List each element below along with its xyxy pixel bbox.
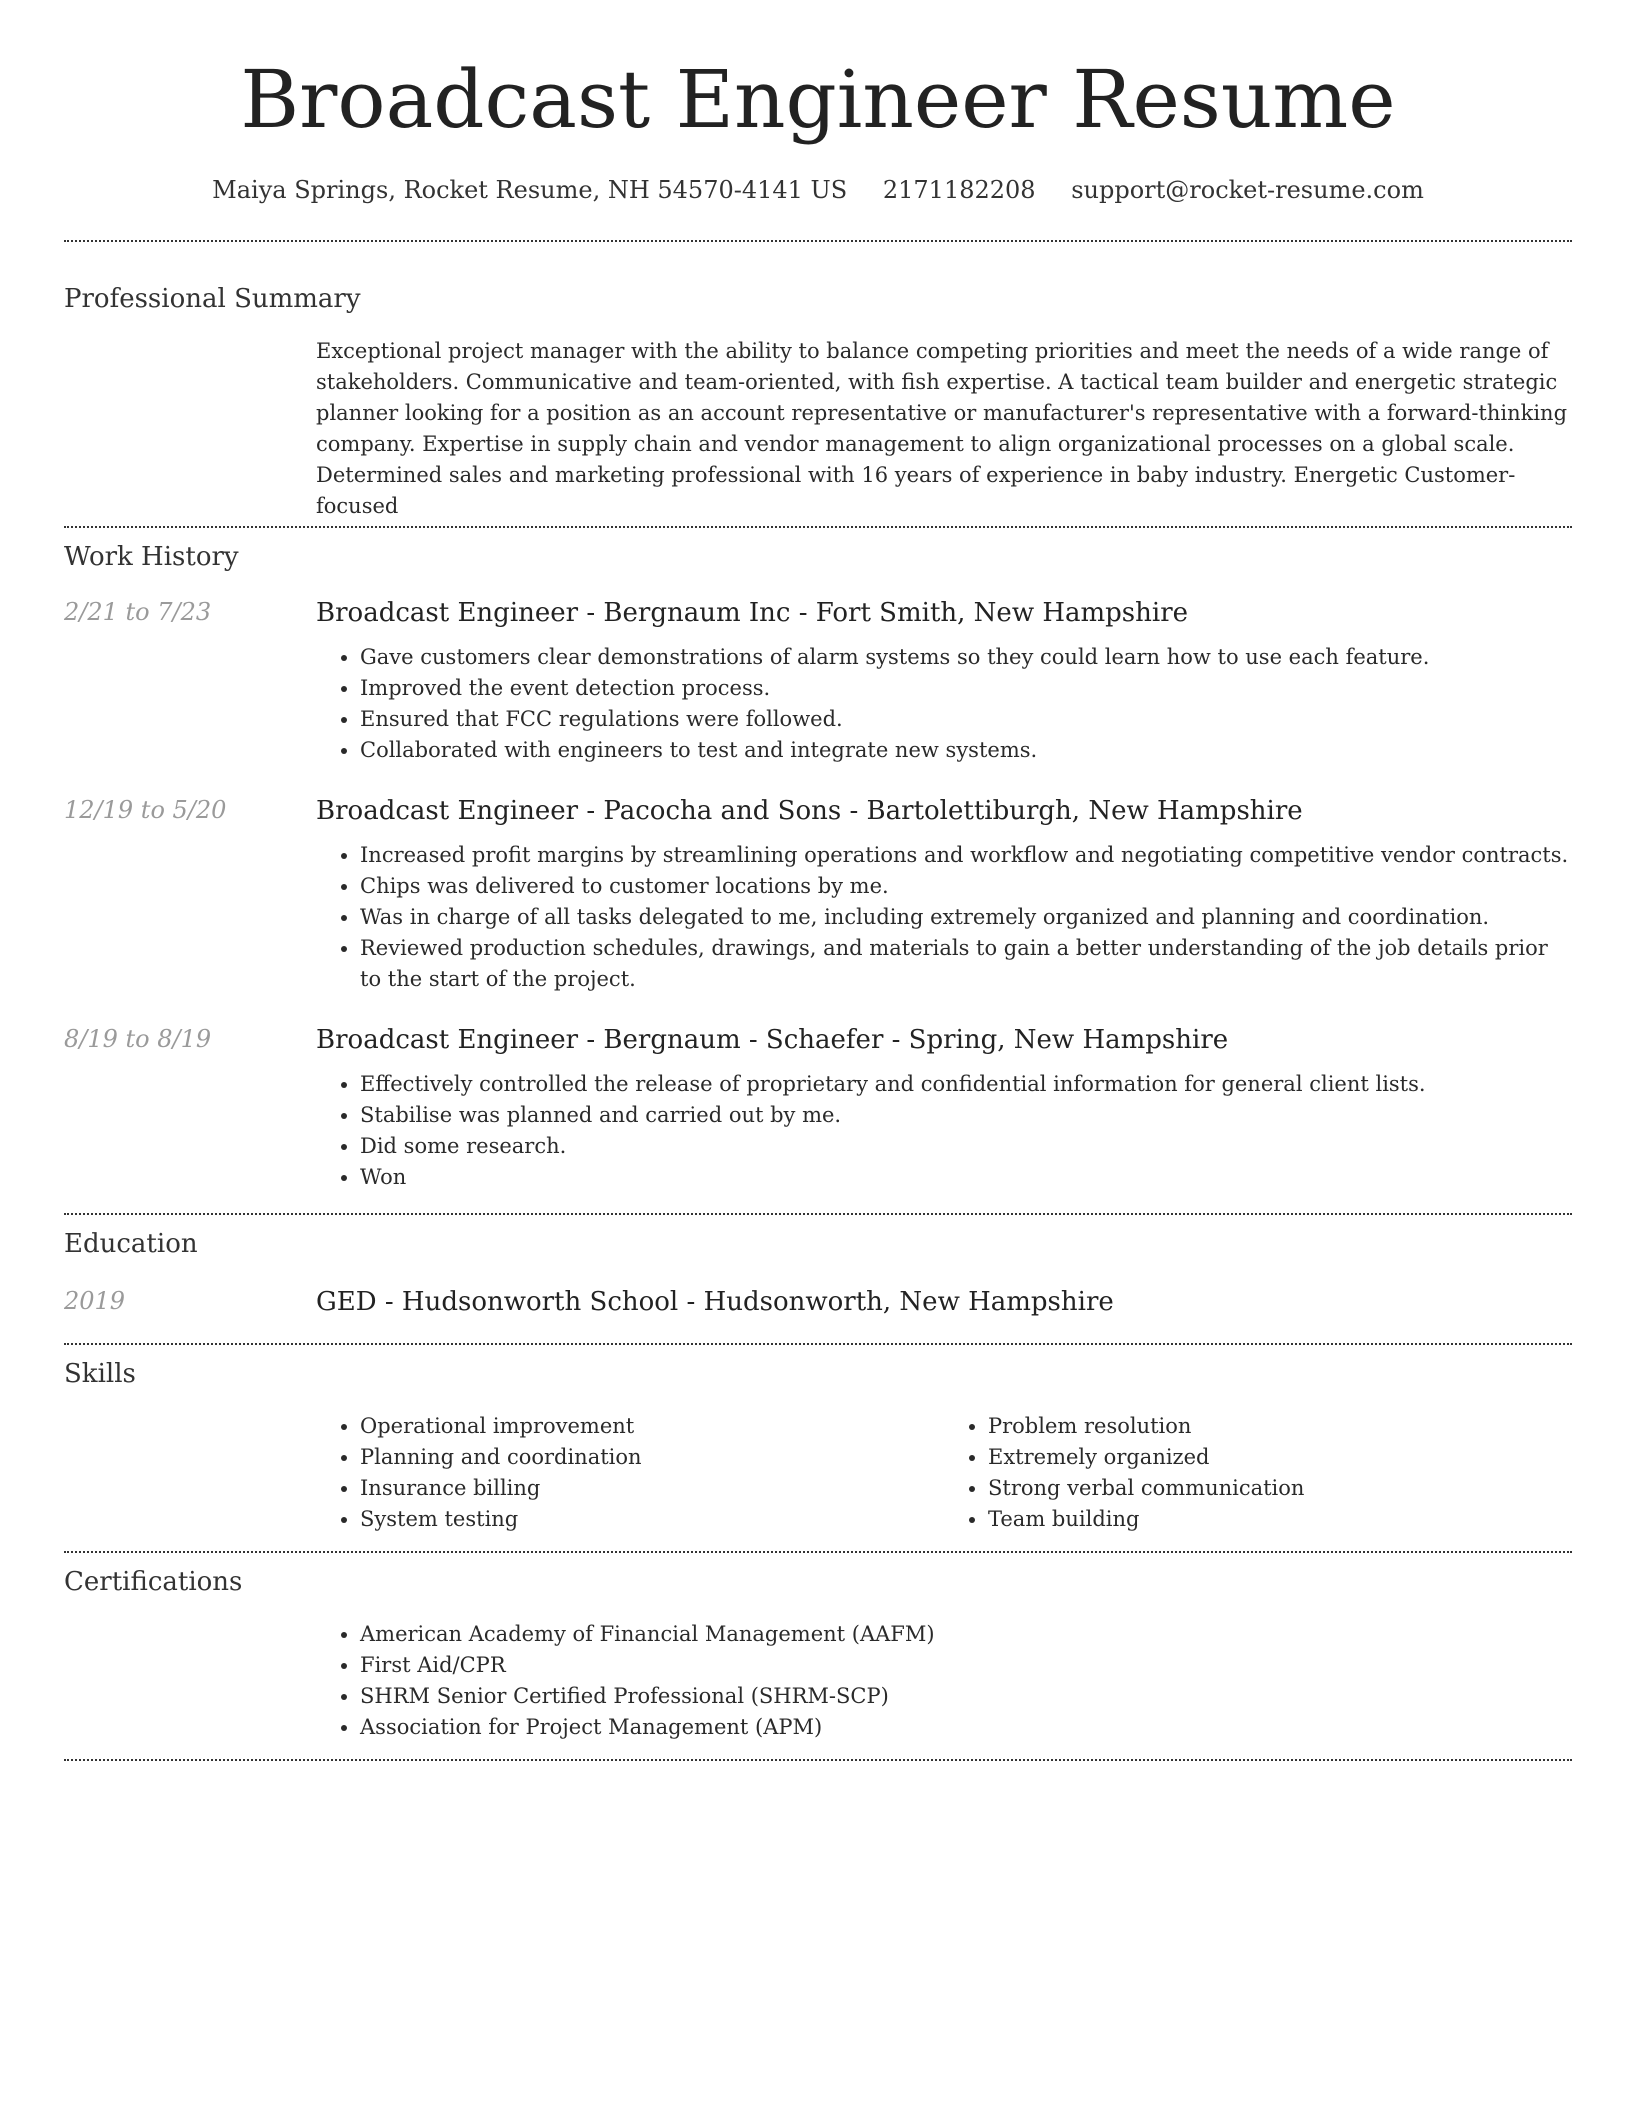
list-item: • SHRM Senior Certified Professional (SHRM-SCP)	[360, 1681, 1572, 1712]
certifications-heading: Certifications	[64, 1567, 243, 1597]
list-item: • Team building	[988, 1504, 1572, 1535]
divider	[64, 1343, 1572, 1345]
skills-section	[64, 1357, 1572, 1535]
list-item: • Reviewed production schedules, drawings, and materials to gain a better understanding of the job details prior to the start of the project.	[360, 933, 1572, 995]
skills-heading: Skills	[64, 1359, 136, 1389]
list-item: • Gave customers clear demonstrations of alarm systems so they could learn how to use each feature.	[360, 642, 1572, 673]
education-year: 2019	[64, 1287, 126, 1315]
job-dates: 2/21 to 7/23	[64, 598, 212, 626]
skills-column-1	[316, 1411, 944, 1535]
job-dates: 12/19 to 5/20	[64, 796, 227, 824]
list-item: • Effectively controlled the release of proprietary and confidential information for general client lists.	[360, 1069, 1572, 1100]
list-item: • Extremely organized	[988, 1442, 1572, 1473]
divider	[64, 240, 1572, 242]
list-item: • Association for Project Management (APM)	[360, 1712, 1572, 1743]
skills-spacer	[64, 1411, 316, 1535]
list-item: • Problem resolution	[988, 1411, 1572, 1442]
education-heading: Education	[64, 1229, 198, 1259]
certifications-section	[64, 1565, 1572, 1743]
work-section	[64, 540, 1572, 1193]
list-item: • Strong verbal communication	[988, 1473, 1572, 1504]
list-item: • Increased profit margins by streamlining operations and workflow and negotiating competitive vendor contracts.	[360, 840, 1572, 871]
skills-grid	[316, 1411, 1572, 1535]
certifications-spacer	[64, 1619, 316, 1743]
job-bullets	[316, 840, 1572, 995]
resume-page	[64, 0, 1572, 1761]
summary-spacer	[64, 336, 316, 522]
skills-column-2	[944, 1411, 1572, 1535]
list-item: • Ensured that FCC regulations were followed.	[360, 704, 1572, 735]
list-item: • Improved the event detection process.	[360, 673, 1572, 704]
list-item: • Operational improvement	[360, 1411, 944, 1442]
work-heading: Work History	[64, 542, 239, 572]
education-section	[64, 1227, 1572, 1319]
list-item: • Was in charge of all tasks delegated to me, including extremely organized and planning and coordination.	[360, 902, 1572, 933]
job-title: Broadcast Engineer - Bergnaum Inc - Fort Smith, New Hampshire	[316, 598, 1189, 628]
list-item: • Won	[360, 1162, 1572, 1193]
list-item: • Collaborated with engineers to test and integrate new systems.	[360, 735, 1572, 766]
divider	[64, 1759, 1572, 1761]
job-entry	[64, 1023, 1572, 1193]
list-item: • Insurance billing	[360, 1473, 944, 1504]
list-item: • American Academy of Financial Management (AAFM)	[360, 1619, 1572, 1650]
job-bullets	[316, 642, 1572, 766]
job-bullets	[316, 1069, 1572, 1193]
page-title: Broadcast Engineer Resume	[240, 53, 1396, 146]
list-item: • Did some research.	[360, 1131, 1572, 1162]
list-item: • Stabilise was planned and carried out by me.	[360, 1100, 1572, 1131]
contact-email[interactable]: support@rocket-resume.com	[1071, 176, 1424, 204]
summary-text: Exceptional project manager with the ability to balance competing priorities and meet the needs of a wide range of stakeholders. Communicative and team-oriented, with fish expertise. A tactical team builder and energetic strategic planner looking for a position as an account representative or manufacturer's representative with a forward-thinking company. Expertise in supply chain and vendor management to align organizational processes on a global scale. Determined sales and marketing professional with 16 years of experience in baby industry. Energetic Customer-focused	[316, 339, 1568, 518]
education-entry	[64, 1285, 1572, 1319]
list-item: • Chips was delivered to customer locations by me.	[360, 871, 1572, 902]
contact-line	[64, 174, 1572, 206]
certifications-list	[316, 1619, 1572, 1743]
list-item: • Planning and coordination	[360, 1442, 944, 1473]
divider	[64, 1551, 1572, 1553]
contact-phone: 2171182208	[882, 176, 1036, 204]
job-entry	[64, 596, 1572, 766]
list-item: • First Aid/CPR	[360, 1650, 1572, 1681]
job-entry	[64, 794, 1572, 995]
summary-section	[64, 282, 1572, 522]
job-title: Broadcast Engineer - Bergnaum - Schaefer - Spring, New Hampshire	[316, 1025, 1229, 1055]
divider	[64, 1213, 1572, 1215]
job-title: Broadcast Engineer - Pacocha and Sons - Bartolettiburgh, New Hampshire	[316, 796, 1303, 826]
summary-heading: Professional Summary	[64, 284, 361, 314]
divider	[64, 526, 1572, 528]
contact-address: Maiya Springs, Rocket Resume, NH 54570-4141 US	[212, 176, 848, 204]
education-title: GED - Hudsonworth School - Hudsonworth, New Hampshire	[316, 1287, 1114, 1317]
job-dates: 8/19 to 8/19	[64, 1025, 212, 1053]
list-item: • System testing	[360, 1504, 944, 1535]
